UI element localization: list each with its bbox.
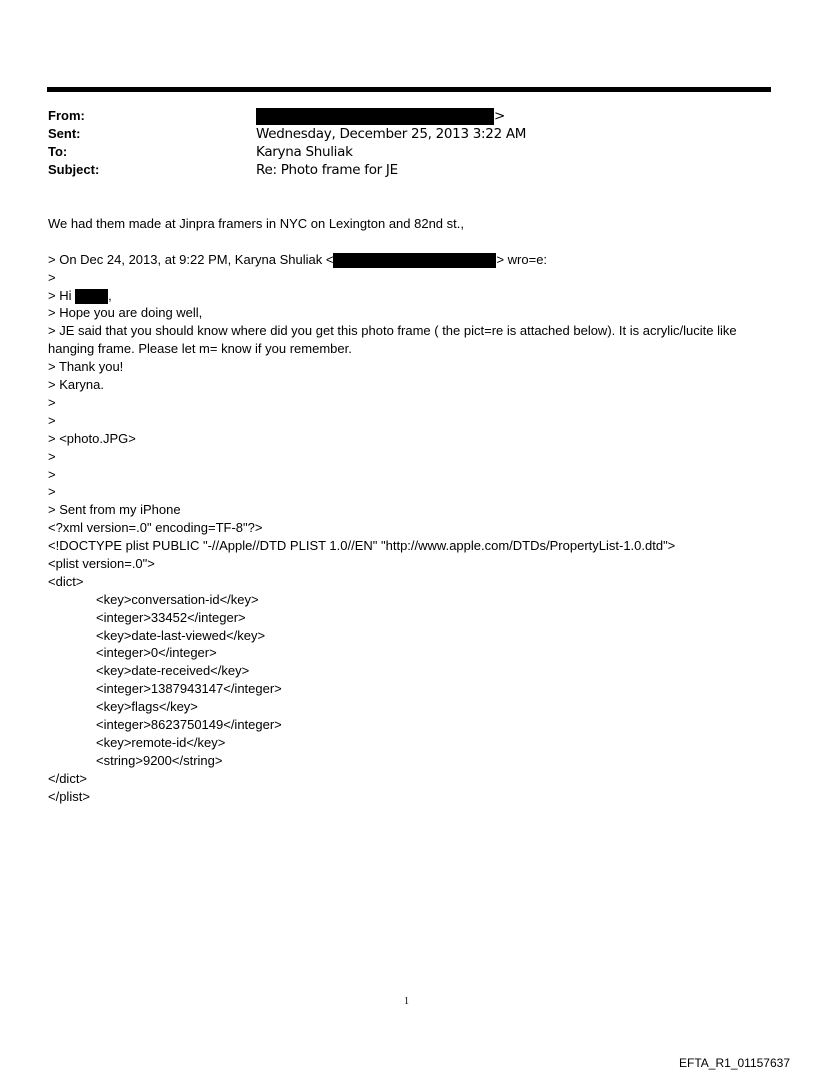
dict-line: <integer>8623750149</integer> xyxy=(96,716,282,732)
xml-decl: <?xml version=.0" encoding=TF-8"?> xyxy=(48,520,263,536)
sent-label: Sent: xyxy=(48,126,81,141)
dict-line: <key>date-received</key> xyxy=(96,663,250,679)
redaction-bar xyxy=(256,108,494,125)
sent-value: Wednesday, December 25, 2013 3:22 AM xyxy=(256,126,527,142)
doctype-line: <!DOCTYPE plist PUBLIC "-//Apple//DTD PLIST 1.0//EN" "http://www.apple.com/DTDs/PropertyList-1.0.dtd"> xyxy=(48,538,676,554)
subject-label: Subject: xyxy=(48,162,100,177)
quote-line: > xyxy=(48,394,56,410)
from-suffix: > xyxy=(494,108,506,124)
subject-value: Re: Photo frame for JE xyxy=(256,162,398,178)
email-body xyxy=(48,215,778,805)
to-value: Karyna Shuliak xyxy=(256,144,353,160)
dict-line: <key>date-last-viewed</key> xyxy=(96,627,266,643)
quote-intro: > On Dec 24, 2013, at 9:22 PM, Karyna Shuliak < > wro=e: xyxy=(48,251,548,267)
quote-line: > xyxy=(48,269,56,285)
redaction-bar xyxy=(75,289,108,304)
dict-close: </dict> xyxy=(48,770,88,786)
dict-line: <integer>33452</integer> xyxy=(96,609,246,625)
from-value xyxy=(256,107,505,125)
sent-from-line: > Sent from my iPhone xyxy=(48,502,181,518)
bates-number: EFTA_R1_01157637 xyxy=(679,1056,790,1070)
quote-line: > Thank you! xyxy=(48,359,124,375)
quote-line: > JE said that you should know where did you get this photo frame ( the pict=re is attached below). It is acrylic/lucite like hanging frame. Please let m= know if you remember. xyxy=(48,323,737,357)
quote-line: > Karyna. xyxy=(48,377,105,393)
dict-line: <integer>1387943147</integer> xyxy=(96,681,282,697)
dict-line: <string>9200</string> xyxy=(96,752,223,768)
dict-line: <key>flags</key> xyxy=(96,699,198,715)
quote-line: > xyxy=(48,412,56,428)
dict-line: <key>remote-id</key> xyxy=(96,734,226,750)
dict-line: <integer>0</integer> xyxy=(96,645,217,661)
page-number: 1 xyxy=(404,996,409,1007)
dict-line: <key>conversation-id</key> xyxy=(96,591,259,607)
header-rule xyxy=(47,87,771,92)
quote-line: > xyxy=(48,466,56,482)
plist-open: <plist version=.0"> xyxy=(48,555,155,571)
quote-line: > Hope you are doing well, xyxy=(48,305,203,321)
from-label: From: xyxy=(48,108,85,123)
plist-close: </plist> xyxy=(48,788,90,804)
quote-line: > xyxy=(48,448,56,464)
reply-text: We had them made at Jinpra framers in NYC on Lexington and 82nd st., xyxy=(48,216,464,231)
redaction-bar xyxy=(333,253,496,268)
dict-open: <dict> xyxy=(48,573,84,589)
quote-greeting: > Hi , xyxy=(48,287,112,303)
quote-line: > xyxy=(48,484,56,500)
to-label: To: xyxy=(48,144,68,159)
attachment-line: > <photo.JPG> xyxy=(48,430,136,446)
